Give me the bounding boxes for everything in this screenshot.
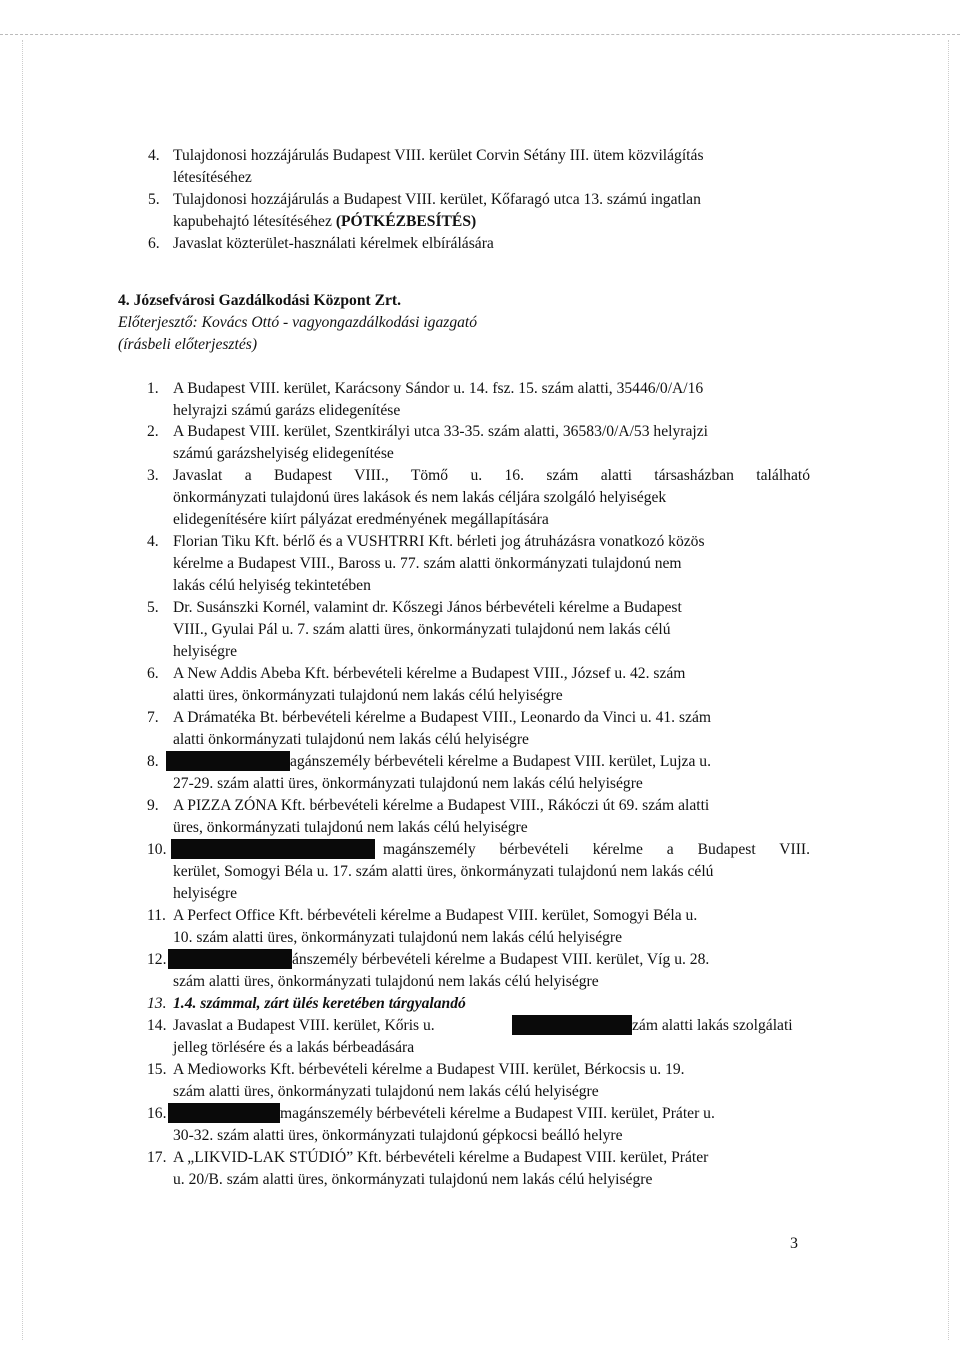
item-number: 15. (147, 1061, 167, 1078)
item-text: magánszemély bérbevételi kérelme a Budapest VIII. kerület, Práter u. (280, 1105, 715, 1122)
redaction-bar (168, 949, 292, 969)
item-text: számú garázshelyiség elidegenítése (173, 445, 394, 462)
list-item-number: 5. (148, 191, 160, 208)
item-text: helyrajzi számú garázs elidegenítése (173, 402, 401, 419)
item-text: jelleg törlésére és a lakás bérbeadására (173, 1039, 415, 1056)
item-text: helyiségre (173, 643, 238, 660)
redaction-bar (171, 839, 375, 859)
item-text: alatti önkormányzati tulajdonú nem lakás célú helyiségre (173, 731, 529, 748)
list-item-number: 6. (148, 235, 160, 252)
item-text: A Medioworks Kft. bérbevételi kérelme a Budapest VIII. kerület, Bérkocsis u. 19. (173, 1061, 685, 1078)
item-text: kérelme a Budapest VIII., Baross u. 77. szám alatti önkormányzati tulajdonú nem (173, 555, 682, 572)
item-text: ánszemély bérbevételi kérelme a Budapest VIII. kerület, Víg u. 28. (292, 951, 710, 968)
item-text: A „LIKVID-LAK STÚDIÓ” Kft. bérbevételi kérelme a Budapest VIII. kerület, Práter (173, 1149, 709, 1166)
item-number: 8. (147, 753, 159, 770)
item-text: szám alatti üres, önkormányzati tulajdonú nem lakás célú helyiségre (173, 973, 599, 990)
item-text: A Perfect Office Kft. bérbevételi kérelme a Budapest VIII. kerület, Somogyi Béla u. (173, 907, 698, 924)
section-presenter: Előterjesztő: Kovács Ottó - vagyongazdálkodási igazgató (118, 314, 478, 331)
list-item-text: Javaslat közterület-használati kérelmek elbírálására (173, 235, 494, 252)
pot-kezbesites-label: (PÓTKÉZBESÍTÉS) (335, 213, 477, 230)
list-item-text: Tulajdonosi hozzájárulás a Budapest VIII. kerület, Kőfaragó utca 13. számú ingatlan (173, 191, 701, 208)
item-number: 7. (147, 709, 159, 726)
list-item-number: 4. (148, 147, 160, 164)
redaction-bar (512, 1015, 632, 1035)
scan-edge-right (948, 40, 959, 1340)
item-number: 6. (147, 665, 159, 682)
item-text: Javaslat a Budapest VIII., Tömő u. 16. szám alatti társasházban található (173, 467, 810, 484)
item-number: 11. (147, 907, 166, 924)
item-text: Javaslat a Budapest VIII. kerület, Kőris u. (173, 1017, 435, 1034)
scan-edge-top (0, 34, 960, 35)
item-text: magánszemély bérbevételi kérelme a Budapest VIII. (383, 841, 810, 858)
item-text: A PIZZA ZÓNA Kft. bérbevételi kérelme a Budapest VIII., Rákóczi út 69. szám alatti (173, 797, 710, 814)
page-number: 3 (790, 1235, 798, 1252)
item-number: 5. (147, 599, 159, 616)
item-text: 27-29. szám alatti üres, önkormányzati tulajdonú nem lakás célú helyiségre (173, 775, 643, 792)
item-number: 16. (147, 1105, 167, 1122)
item-number: 12. (147, 951, 167, 968)
item-text: üres, önkormányzati tulajdonú nem lakás célú helyiségre (173, 819, 528, 836)
item-number: 3. (147, 467, 159, 484)
item-text: helyiségre (173, 885, 238, 902)
item-number: 9. (147, 797, 159, 814)
item-text: A Budapest VIII. kerület, Karácsony Sándor u. 14. fsz. 15. szám alatti, 35446/0/A/16 (173, 380, 704, 397)
item-number: 17. (147, 1149, 167, 1166)
redaction-bar (166, 751, 290, 771)
item-text: VIII., Gyulai Pál u. 7. szám alatti üres, önkormányzati tulajdonú nem lakás célú (173, 621, 671, 638)
item-text: A Drámatéka Bt. bérbevételi kérelme a Budapest VIII., Leonardo da Vinci u. 41. szám (173, 709, 712, 726)
scan-edge-left (22, 40, 23, 1340)
list-item-text: létesítéséhez (173, 169, 252, 186)
list-item-text: Tulajdonosi hozzájárulás Budapest VIII. kerület Corvin Sétány III. ütem közvilágítás (173, 147, 704, 164)
redaction-bar (168, 1103, 280, 1123)
item-text: lakás célú helyiség tekintetében (173, 577, 371, 594)
item-number: 4. (147, 533, 159, 550)
item-number: 10. (147, 841, 167, 858)
item-text: Dr. Susánszki Kornél, valamint dr. Kőszegi János bérbevételi kérelme a Budapest (173, 599, 682, 616)
section-note: (írásbeli előterjesztés) (118, 336, 258, 353)
item-text: u. 20/B. szám alatti üres, önkormányzati tulajdonú nem lakás célú helyiségre (173, 1171, 653, 1188)
item-number: 2. (147, 423, 159, 440)
item-text: A New Addis Abeba Kft. bérbevételi kérelme a Budapest VIII., József u. 42. szám (173, 665, 686, 682)
item-text: önkormányzati tulajdonú üres lakások és nem lakás céljára szolgáló helyiségek (173, 489, 667, 506)
item-text: zám alatti lakás szolgálati (632, 1017, 793, 1034)
item-text: alatti üres, önkormányzati tulajdonú nem lakás célú helyiségre (173, 687, 563, 704)
item-text-closed-session: 1.4. számmal, zárt ülés keretében tárgyalandó (173, 995, 466, 1012)
item-number: 14. (147, 1017, 167, 1034)
item-text: 10. szám alatti üres, önkormányzati tulajdonú nem lakás célú helyiségre (173, 929, 623, 946)
item-text: agánszemély bérbevételi kérelme a Budapest VIII. kerület, Lujza u. (290, 753, 711, 770)
item-number: 13. (147, 995, 167, 1012)
section-heading: 4. Józsefvárosi Gazdálkodási Központ Zrt. (118, 292, 402, 309)
item-text: szám alatti üres, önkormányzati tulajdonú nem lakás célú helyiségre (173, 1083, 599, 1100)
item-text: kerület, Somogyi Béla u. 17. szám alatti üres, önkormányzati tulajdonú nem lakás célú (173, 863, 714, 880)
list-item-text: kapubehajtó létesítéséhez (PÓTKÉZBESÍTÉS) (173, 213, 477, 230)
item-text: A Budapest VIII. kerület, Szentkirályi utca 33-35. szám alatti, 36583/0/A/53 helyrajzi (173, 423, 708, 440)
item-text: 30-32. szám alatti üres, önkormányzati tulajdonú gépkocsi beálló helyre (173, 1127, 623, 1144)
item-number: 1. (147, 380, 159, 397)
item-text: elidegenítésére kiírt pályázat eredményének megállapítására (173, 511, 549, 528)
item-text: Florian Tiku Kft. bérlő és a VUSHTRRI Kft. bérleti jog átruházásra vonatkozó közös (173, 533, 705, 550)
